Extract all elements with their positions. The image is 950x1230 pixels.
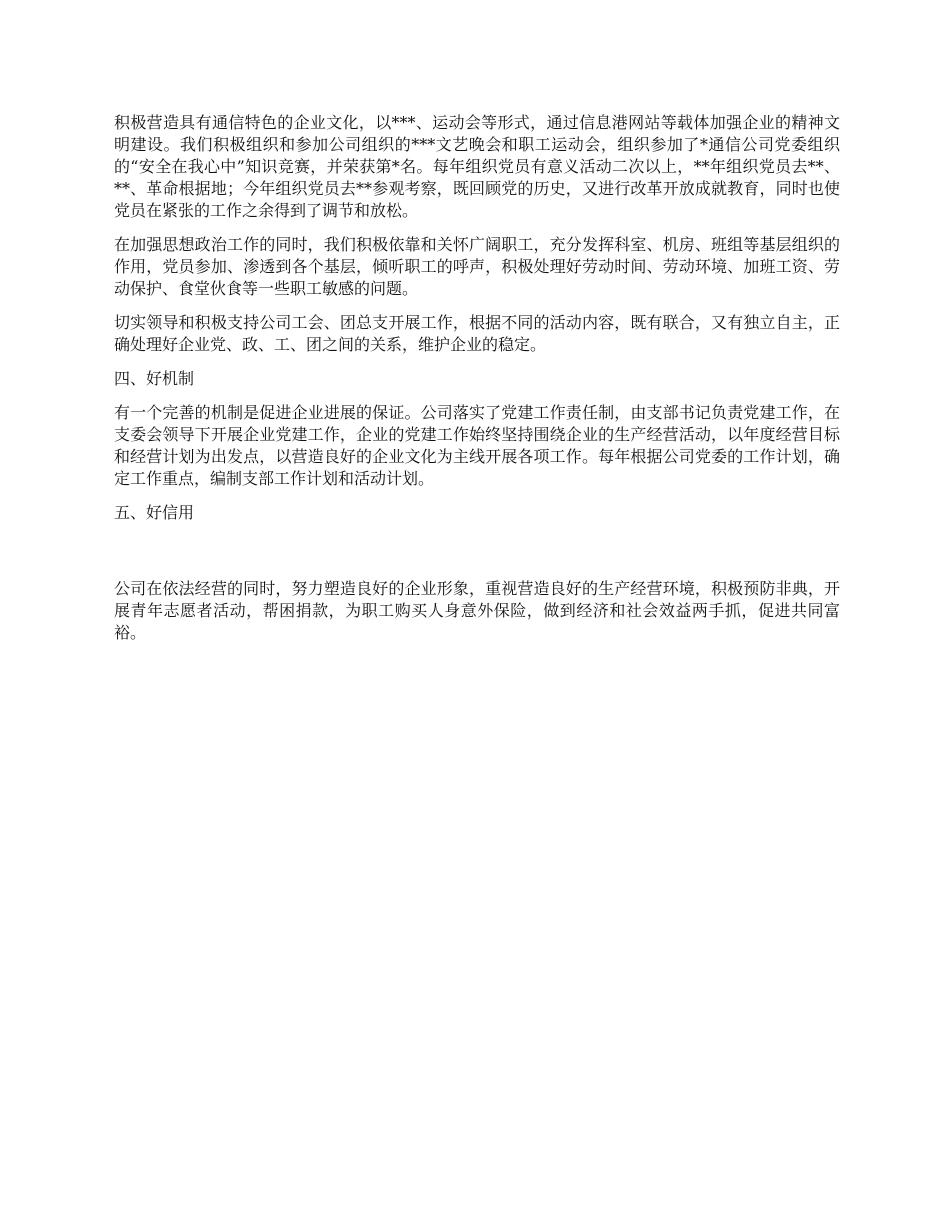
blank-space bbox=[114, 536, 840, 578]
paragraph-credit: 公司在依法经营的同时，努力塑造良好的企业形象，重视营造良好的生产经营环境，积极预防非典，开展青年志愿者活动，帮困捐款，为职工购买人身意外保险，做到经济和社会效益两手抓，促进共同富裕。 bbox=[114, 579, 840, 642]
paragraph-union-support: 切实领导和积极支持公司工会、团总支开展工作，根据不同的活动内容，既有联合，又有独立自主，正确处理好企业党、政、工、团之间的关系，维护企业的稳定。 bbox=[114, 313, 840, 354]
paragraph-political-work: 在加强思想政治工作的同时，我们积极依靠和关怀广阔职工，充分发挥科室、机房、班组等基层组织的作用，党员参加、渗透到各个基层，倾听职工的呼声，积极处理好劳动时间、劳动环境、加班工资、劳动保护、食堂伙食等一些职工敏感的问题。 bbox=[114, 235, 840, 298]
document-page bbox=[114, 112, 840, 656]
paragraph-corporate-culture: 积极营造具有通信特色的企业文化，以***、运动会等形式，通过信息港网站等载体加强企业的精神文明建设。我们积极组织和参加公司组织的***文艺晚会和职工运动会，组织参加了*通信公司党委组织的“安全在我心中”知识竞赛，并荣获第*名。每年组织党员有意义活动二次以上，**年组织党员去**、**、革命根据地；今年组织党员去**参观考察，既回顾党的历史，又进行改革开放成就教育，同时也使党员在紧张的工作之余得到了调节和放松。 bbox=[114, 113, 840, 220]
section-heading-mechanism: 四、好机制 bbox=[114, 369, 195, 388]
section-heading-credit: 五、好信用 bbox=[114, 503, 195, 522]
paragraph-mechanism: 有一个完善的机制是促进企业进展的保证。公司落实了党建工作责任制，由支部书记负责党建工作，在支委会领导下开展企业党建工作，企业的党建工作始终坚持围绕企业的生产经营活动，以年度经营目标和经营计划为出发点，以营造良好的企业文化为主线开展各项工作。每年根据公司党委的工作计划，确定工作重点，编制支部工作计划和活动计划。 bbox=[114, 403, 840, 488]
